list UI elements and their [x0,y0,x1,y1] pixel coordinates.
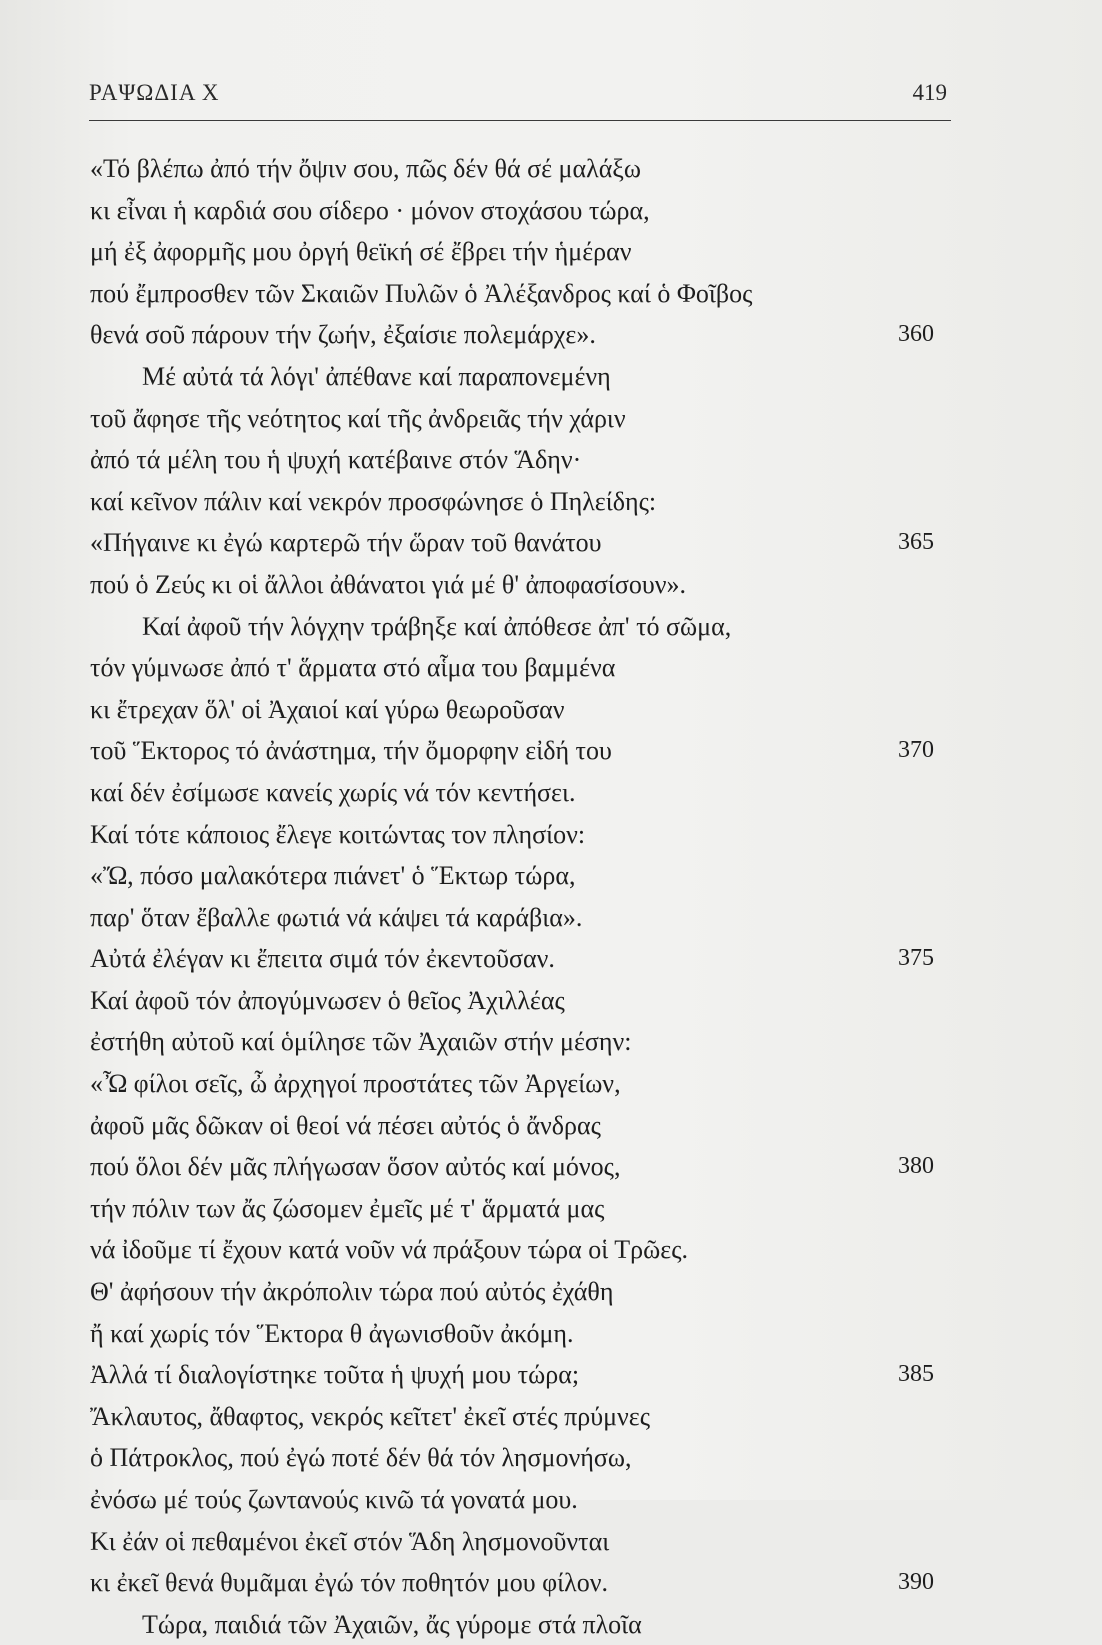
verse-line [90,1271,950,1313]
line-number: 375 [898,945,934,972]
verse-line [90,1437,950,1479]
verse-line [90,938,950,980]
verse-line [90,190,950,232]
verse-text: πού ὁ Ζεύς κι οἱ ἄλλοι ἀθάνατοι γιά μέ θ' ἀποφασίσουν». [90,569,687,599]
verse-text: «Τό βλέπω ἀπό τήν ὄψιν σου, πῶς δέν θά σέ μαλάξω [90,154,642,183]
verse-line [90,980,950,1022]
verse-text: «Πήγαινε κι ἐγώ καρτερῶ τήν ὥραν τοῦ θανάτου [90,528,602,558]
verse-text: ἐνόσω μέ τούς ζωντανούς κινῶ τά γονατά μου. [90,1485,578,1514]
verse-line [90,647,950,689]
verse-text: Αὐτά ἐλέγαν κι ἔπειτα σιμά τόν ἐκεντοῦσαν. [90,944,555,974]
verse-line [90,814,950,856]
verse-text: «Ὦ φίλοι σεῖς, ὦ ἀρχηγοί προστάτες τῶν Ἀργείων, [90,1069,621,1099]
verse-text: παρ' ὅταν ἔβαλλε φωτιά νά κάψει τά καράβια». [90,902,583,932]
verse-text: ἀπό τά μέλη του ἡ ψυχή κατέβαινε στόν Ἅδην· [90,445,582,475]
verse-line [90,1354,950,1396]
verse-text: Καί ἀφοῦ τόν ἀπογύμνωσεν ὁ θεῖος Ἀχιλλέας [90,985,565,1015]
verse-text: τοῦ ἄφησε τῆς νεότητος καί τῆς ἀνδρειᾶς τήν χάριν [90,403,626,433]
verse-line [90,1188,950,1230]
verse-text: Τώρα, παιδιά τῶν Ἀχαιῶν, ἄς γύρομε στά πλοῖα [142,1609,642,1639]
verse-line [90,481,950,523]
verse-line [90,1604,950,1645]
verse-line [90,1396,950,1438]
verse-text: Καί ἀφοῦ τήν λόγχην τράβηξε καί ἀπόθεσε ἀπ' τό σῶμα, [142,611,732,641]
verse-text: κι ἔτρεχαν ὅλ' οἱ Ἀχαιοί καί γύρω θεωροῦσαν [90,694,565,724]
verse-line [90,231,950,273]
verse-line [90,855,950,897]
line-number: 370 [898,737,934,764]
verse-line [90,356,950,398]
verse-block [90,148,950,1645]
verse-line [90,689,950,731]
verse-text: ἐστήθη αὐτοῦ καί ὁμίλησε τῶν Ἀχαιῶν στήν μέσην: [90,1027,632,1057]
line-number: 365 [898,529,934,556]
verse-text: «Ὤ, πόσο μαλακότερα πιάνετ' ὁ Ἕκτωρ τώρα, [90,861,576,891]
verse-text: πού ὅλοι δέν μᾶς πλήγωσαν ὅσον αὐτός καί μόνος, [90,1152,621,1182]
verse-text: Κι ἐάν οἱ πεθαμένοι ἐκεῖ στόν Ἅδη λησμονοῦνται [90,1526,610,1556]
line-number: 360 [898,321,934,348]
verse-line [90,1146,950,1188]
verse-line [90,522,950,564]
verse-text: κι ἐκεῖ θενά θυμᾶμαι ἐγώ τόν ποθητόν μου φίλον. [90,1568,609,1598]
line-number: 385 [898,1361,934,1388]
page-number: 419 [912,80,947,105]
verse-text: Ἄκλαυτος, ἄθαφτος, νεκρός κεῖτετ' ἐκεῖ στές πρύμνες [90,1401,651,1431]
verse-text: ὁ Πάτροκλος, πού ἐγώ ποτέ δέν θά τόν λησμονήσω, [90,1443,632,1473]
verse-text: κι εἶναι ἡ καρδιά σου σίδερο · μόνον στοχάσου τώρα, [90,195,650,225]
verse-text: Μέ αὐτά τά λόγι' ἀπέθανε καί παραπονεμένη [142,361,611,391]
verse-text: νά ἰδοῦμε τί ἔχουν κατά νοῦν νά πράξουν τώρα οἱ Τρῶες. [90,1235,688,1265]
running-head: ΡΑΨΩΔΙΑ Χ [89,80,220,105]
verse-line [90,148,950,190]
verse-line [90,1229,950,1271]
verse-line [90,398,950,440]
verse-line [90,1521,950,1563]
verse-line [90,1105,950,1147]
verse-line [90,564,950,606]
verse-line [90,273,950,315]
verse-text: πού ἔμπροσθεν τῶν Σκαιῶν Πυλῶν ὁ Ἀλέξανδρος καί ὁ Φοῖβος [90,278,753,308]
verse-line [90,314,950,356]
verse-text: τοῦ Ἕκτορος τό ἀνάστημα, τήν ὄμορφην εἰδή του [90,736,612,766]
verse-line [90,606,950,648]
line-number: 380 [898,1153,934,1180]
verse-text: καί κεῖνον πάλιν καί νεκρόν προσφώνησε ὁ Πηλείδης: [90,486,657,516]
verse-text: Καί τότε κάποιος ἔλεγε κοιτώντας τον πλησίον: [90,819,586,849]
verse-line [90,772,950,814]
page-header [89,72,959,116]
header-rule [89,120,951,121]
verse-text: ἤ καί χωρίς τόν Ἕκτορα θ ἀγωνισθοῦν ἀκόμη. [90,1318,574,1348]
verse-text: τήν πόλιν των ἄς ζώσομεν ἐμεῖς μέ τ' ἅρματά μας [90,1193,605,1223]
verse-text: ἀφοῦ μᾶς δῶκαν οἱ θεοί νά πέσει αὐτός ὁ ἄνδρας [90,1110,601,1140]
verse-line [90,1562,950,1604]
verse-line [90,439,950,481]
verse-text: τόν γύμνωσε ἀπό τ' ἅρματα στό αἷμα του βαμμένα [90,653,616,683]
verse-text: καί δέν ἐσίμωσε κανείς χωρίς νά τόν κεντήσει. [90,777,576,807]
verse-text: θενά σοῦ πάρουν τήν ζωήν, ἐξαίσιε πολεμάρχε». [90,320,596,350]
verse-text: μή ἐξ ἀφορμῆς μου ὀργή θεϊκή σέ ἔβρει τήν ἡμέραν [90,237,632,267]
line-number: 390 [898,1569,934,1596]
verse-line [90,897,950,939]
verse-line [90,1021,950,1063]
verse-text: Ἀλλά τί διαλογίστηκε τοῦτα ἡ ψυχή μου τώρα; [90,1360,580,1390]
verse-text: Θ' ἀφήσουν τήν ἀκρόπολιν τώρα πού αὐτός ἐχάθη [90,1277,614,1307]
verse-line [90,1063,950,1105]
verse-line [90,730,950,772]
verse-line [90,1313,950,1355]
